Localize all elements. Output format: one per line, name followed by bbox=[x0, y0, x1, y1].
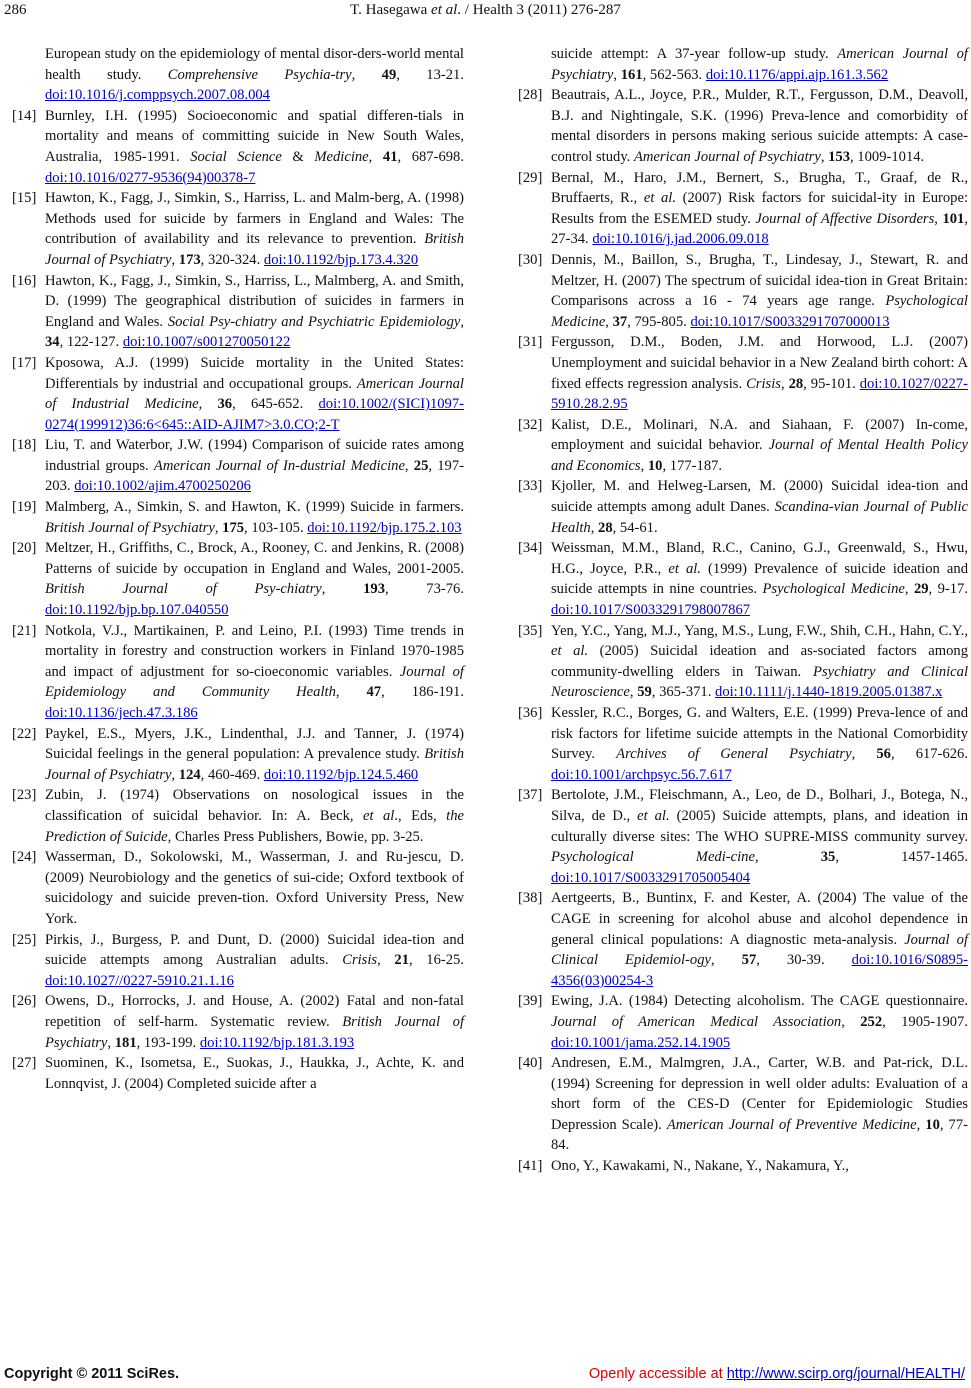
volume-number: 28 bbox=[788, 375, 804, 392]
doi-link[interactable]: doi:10.1192/bjp.175.2.103 bbox=[307, 519, 462, 536]
reference-segment: Kjoller, M. and Helweg-Larsen, M. (2000) Suicidal idea-tion and suicide attempts among adult Danes. bbox=[551, 478, 968, 516]
reference-number: [23] bbox=[12, 787, 37, 804]
reference-item bbox=[518, 168, 968, 250]
reference-text bbox=[45, 621, 464, 724]
reference-segment: , 365-371. bbox=[651, 684, 716, 701]
journal-title: Scandina-vian Journal of Public Health bbox=[551, 499, 969, 536]
reference-item bbox=[518, 991, 968, 1053]
reference-text bbox=[45, 271, 464, 353]
reference-column-right bbox=[518, 44, 968, 1177]
reference-column-left bbox=[12, 44, 464, 1094]
reference-text bbox=[551, 250, 968, 332]
journal-title: American Journal of In-dustrial Medicine bbox=[153, 457, 405, 474]
doi-link[interactable]: doi:10.1016/S0895-4356(03)00254-3 bbox=[551, 952, 968, 989]
reference-segment: Wasserman, D., Sokolowski, M., Wasserman, J. and Ru-jescu, D. (2009) Neurobiology and the genetics of sui-cide; Oxford textbook of suicidology and suicide preven-tion. Oxford University Press, New York. bbox=[45, 849, 464, 927]
journal-title: Journal of Epidemiology and Community Health bbox=[45, 663, 464, 701]
reference-number: [15] bbox=[12, 190, 37, 207]
reference-item bbox=[518, 888, 968, 991]
reference-segment: , bbox=[107, 1034, 115, 1051]
doi-link[interactable]: doi:10.1002/ajim.4700250206 bbox=[74, 478, 251, 495]
reference-text bbox=[551, 621, 968, 703]
reference-segment: , bbox=[916, 1116, 926, 1133]
reference-item bbox=[12, 785, 464, 847]
reference-segment: , bbox=[590, 519, 599, 536]
volume-number: 29 bbox=[913, 581, 929, 598]
doi-link[interactable]: doi:10.1017/S0033291705005404 bbox=[551, 869, 751, 886]
journal-title: British Journal of Psychiatry bbox=[45, 519, 215, 536]
reference-segment: , 27-34. bbox=[551, 210, 968, 248]
reference-item bbox=[12, 538, 464, 620]
reference-segment: Paykel, E.S., Myers, J.K., Lindenthal, J.J. and Tanner, J. (1974) Suicidal feelings in the general population: A prevalence study. bbox=[45, 725, 464, 763]
reference-segment: , 197-203. bbox=[45, 457, 464, 495]
reference-number: [33] bbox=[518, 478, 543, 495]
doi-link[interactable]: doi:10.1027//0227-5910.21.1.16 bbox=[45, 972, 234, 989]
reference-number: [40] bbox=[518, 1055, 543, 1072]
volume-number: 10 bbox=[647, 457, 663, 474]
reference-item bbox=[518, 85, 968, 167]
volume-number: 124 bbox=[178, 766, 201, 783]
reference-text bbox=[45, 106, 464, 188]
open-access-label: Openly accessible at bbox=[588, 1366, 727, 1382]
reference-segment: , bbox=[335, 684, 367, 701]
reference-segment: Ewing, J.A. (1984) Detecting alcoholism. The CAGE questionnaire. bbox=[551, 993, 968, 1010]
volume-number: 57 bbox=[741, 952, 757, 969]
reference-segment: , bbox=[460, 313, 464, 330]
reference-number: [34] bbox=[518, 540, 543, 557]
journal-title: Medicine bbox=[314, 148, 369, 165]
reference-number: [20] bbox=[12, 540, 37, 557]
doi-link[interactable]: doi:10.1001/archpsyc.56.7.617 bbox=[551, 766, 732, 783]
journal-title: Journal of Clinical Epidemiol-ogy bbox=[551, 931, 968, 969]
reference-text bbox=[45, 188, 464, 270]
reference-text bbox=[551, 888, 968, 991]
reference-text bbox=[551, 85, 968, 167]
doi-link[interactable]: doi:10.1027/0227-5910.28.2.95 bbox=[551, 375, 968, 413]
volume-number: 161 bbox=[620, 66, 643, 83]
journal-title: et al. bbox=[637, 807, 670, 824]
reference-segment: , bbox=[214, 519, 223, 536]
reference-item bbox=[518, 1156, 968, 1177]
reference-number: [17] bbox=[12, 354, 37, 371]
volume-number: 101 bbox=[942, 210, 965, 227]
reference-text bbox=[45, 930, 464, 992]
journal-title: British Journal of Psy-chiatry bbox=[45, 581, 322, 598]
reference-segment: European study on the epidemiology of mental disor-ders-world mental health study. bbox=[45, 46, 464, 83]
reference-item bbox=[12, 435, 464, 497]
reference-segment: , 645-652. bbox=[232, 396, 319, 413]
doi-link[interactable]: doi:10.1136/jech.47.3.186 bbox=[45, 705, 198, 721]
reference-text bbox=[518, 44, 968, 85]
reference-item bbox=[12, 353, 464, 435]
copyright-notice: Copyright © 2011 SciRes. bbox=[4, 1366, 180, 1382]
journal-title: Archives of General Psychiatry bbox=[616, 746, 852, 763]
journal-title: Social Science bbox=[190, 148, 282, 165]
reference-item bbox=[12, 991, 464, 1053]
reference-text bbox=[45, 847, 464, 929]
reference-number: [18] bbox=[12, 437, 37, 454]
journal-title: Crisis bbox=[342, 952, 378, 969]
reference-segment: , 795-805. bbox=[627, 313, 691, 330]
reference-segment: Yen, Y.C., Yang, M.J., Yang, M.S., Lung, F.W., Shih, C.H., Hahn, C.Y., bbox=[551, 622, 968, 639]
running-title bbox=[0, 2, 971, 19]
reference-segment: , 103-105. bbox=[244, 519, 308, 536]
reference-number: [36] bbox=[518, 705, 543, 721]
reference-segment: , bbox=[780, 375, 789, 392]
journal-title: Journal of American Medical Association bbox=[551, 1013, 842, 1030]
reference-segment: , 186-191. bbox=[381, 684, 465, 701]
reference-item bbox=[518, 476, 968, 538]
journal-title: Crisis bbox=[746, 375, 781, 392]
reference-segment: , bbox=[820, 148, 829, 165]
journal-title: et al. bbox=[551, 643, 589, 660]
reference-item bbox=[12, 1053, 464, 1094]
running-title-etal: et al bbox=[431, 2, 458, 18]
volume-number: 21 bbox=[394, 952, 409, 969]
journal-title: British Journal of Psychiatry bbox=[45, 231, 464, 268]
doi-link[interactable]: doi:10.1192/bjp.173.4.320 bbox=[263, 251, 419, 268]
reference-item bbox=[518, 538, 968, 620]
reference-segment: , bbox=[851, 746, 877, 763]
reference-number: [35] bbox=[518, 622, 543, 639]
reference-text bbox=[45, 435, 464, 497]
reference-text bbox=[551, 703, 968, 785]
reference-item bbox=[12, 847, 464, 929]
volume-number: 181 bbox=[114, 1034, 137, 1051]
volume-number: 59 bbox=[637, 684, 652, 701]
journal-title: et al. bbox=[668, 560, 701, 577]
reference-segment: , bbox=[198, 396, 218, 413]
reference-text bbox=[551, 1053, 968, 1156]
reference-segment: , 320-324. bbox=[200, 251, 264, 268]
doi-link[interactable]: doi:10.1017/S0033291707000013 bbox=[690, 313, 890, 330]
reference-text bbox=[45, 497, 464, 538]
volume-number: 56 bbox=[876, 746, 891, 763]
reference-segment: , 177-187. bbox=[662, 457, 723, 474]
running-title-suffix: . / Health 3 (2011) 276-287 bbox=[457, 2, 621, 18]
reference-segment: , 54-61. bbox=[612, 519, 658, 536]
doi-link[interactable]: doi:10.1016/j.jad.2006.09.018 bbox=[592, 231, 769, 248]
journal-title: et al bbox=[362, 807, 395, 824]
reference-segment: Andresen, E.M., Malmgren, J.A., Carter, W.B. and Pat-rick, D.L. (1994) Screening for depression in well older adults: Evaluation of a short form of the CES-D (Center for Epidemiologic Studies Depression Scale). bbox=[551, 1055, 968, 1133]
reference-item bbox=[518, 621, 968, 703]
reference-number: [41] bbox=[518, 1158, 543, 1175]
reference-number: [37] bbox=[518, 787, 543, 804]
reference-segment: , 562-563. bbox=[642, 66, 706, 83]
journal-title: Journal of Affective Disorders bbox=[755, 210, 935, 227]
journal-title: Psychological Medicine bbox=[762, 581, 905, 598]
reference-number: [26] bbox=[12, 993, 37, 1010]
reference-text bbox=[551, 785, 968, 888]
reference-segment: , 687-698. bbox=[397, 148, 465, 165]
reference-segment: , 460-469. bbox=[200, 766, 264, 783]
doi-link[interactable]: doi:10.1111/j.1440-1819.2005.01387.x bbox=[715, 684, 943, 701]
reference-segment: Meltzer, H., Griffiths, C., Brock, A., Rooney, C. and Jenkins, R. (2008) Patterns of suicide by occupation in England and Wales, 2001-2005. bbox=[45, 540, 464, 577]
journal-title: Psychological Medicine bbox=[551, 293, 968, 330]
doi-link[interactable]: doi:10.1192/bjp.bp.107.040550 bbox=[45, 602, 229, 619]
reference-segment: Aertgeerts, B., Buntinx, F. and Kester, A. (2004) The value of the CAGE in screening for alcohol abuse and alcohol dependence in general clinical populations: A diagnostic meta-analysis. bbox=[551, 890, 968, 948]
reference-item bbox=[12, 44, 464, 106]
volume-number: 173 bbox=[178, 251, 201, 268]
reference-number: [31] bbox=[518, 334, 543, 351]
reference-text bbox=[45, 991, 464, 1053]
reference-number: [25] bbox=[12, 931, 37, 948]
volume-number: 49 bbox=[381, 66, 397, 83]
page-number: 286 bbox=[4, 2, 27, 18]
reference-segment: , 193-199. bbox=[136, 1034, 200, 1051]
reference-segment: , 617-626. bbox=[890, 746, 969, 763]
reference-segment: , bbox=[904, 581, 914, 598]
reference-segment: , bbox=[754, 849, 821, 866]
volume-number: 153 bbox=[828, 148, 850, 165]
reference-segment: , 30-39. bbox=[756, 952, 852, 969]
doi-link[interactable]: doi:10.1001/jama.252.14.1905 bbox=[551, 1034, 731, 1051]
journal-title: et al. bbox=[643, 190, 677, 207]
journal-title: American Journal of Industrial Medicine bbox=[45, 375, 464, 413]
reference-text bbox=[45, 724, 464, 786]
reference-segment: , 9-17. bbox=[928, 581, 968, 598]
reference-segment: , bbox=[934, 210, 943, 227]
running-header bbox=[0, 2, 971, 24]
doi-link[interactable]: doi:10.1002/(SICI)1097-0274(199912)36:6<645::AID-AJIM7>3.0.CO;2-T bbox=[45, 396, 464, 433]
reference-segment: Kposowa, A.J. (1999) Suicide mortality in the United States: Differentials by industrial and occupational groups. bbox=[45, 354, 464, 392]
reference-text bbox=[45, 538, 464, 620]
reference-segment: Dennis, M., Baillon, S., Brugha, T., Lindesay, J., Stewart, R. and Meltzer, H. (2007) The spectrum of suicidal idea-tion in Great Britain: Comparisons across a 16 - 74 years age range. bbox=[551, 251, 968, 310]
doi-link[interactable]: doi:10.1016/j.comppsych.2007.08.004 bbox=[45, 87, 270, 104]
reference-segment: Pirkis, J., Burgess, P. and Dunt, D. (2000) Suicidal idea-tion and suicide attempts among Australian adults. bbox=[45, 931, 464, 969]
volume-number: 175 bbox=[222, 519, 245, 536]
reference-segment: Zubin, J. (1974) Observations on nosological issues in the classification of suicidal behavior. In: A. Beck, bbox=[45, 787, 464, 824]
journal-url-link[interactable]: http://www.scirp.org/journal/HEALTH/ bbox=[726, 1366, 965, 1382]
reference-segment: Malmberg, A., Simkin, S. and Hawton, K. (1999) Suicide in farmers. bbox=[45, 499, 464, 516]
doi-link[interactable]: doi:10.1176/appi.ajp.161.3.562 bbox=[705, 66, 889, 83]
journal-title: Social Psy-chiatry and Psychiatric Epidemiology bbox=[167, 313, 461, 330]
journal-title: the Prediction of Suicide bbox=[45, 807, 464, 845]
journal-title: Psychological Medi-cine bbox=[551, 849, 755, 866]
reference-text bbox=[551, 1156, 968, 1177]
reference-segment: Hawton, K., Fagg, J., Simkin, S., Harriss, L., Malmberg, A. and Smith, D. (1999) The geographical distribution of suicides in farmers in England and Wales. bbox=[45, 272, 464, 330]
volume-number: 252 bbox=[860, 1013, 883, 1030]
reference-segment: Kalist, D.E., Molinari, N.A. and Siahaan, F. (2007) In-come, employment and suicidal behavior. bbox=[551, 416, 968, 454]
reference-item bbox=[12, 621, 464, 724]
reference-text bbox=[551, 476, 968, 538]
reference-text bbox=[551, 415, 968, 477]
volume-number: 35 bbox=[820, 849, 836, 866]
journal-title: American Journal of Psychiatry bbox=[551, 46, 968, 83]
running-title-prefix: T. Hasegawa bbox=[350, 2, 432, 18]
reference-segment: Ono, Y., Kawakami, N., Nakane, Y., Nakamura, Y., bbox=[551, 1158, 849, 1175]
page-footer bbox=[0, 1366, 971, 1386]
reference-segment: Fergusson, D.M., Boden, J.M. and Horwood, L.J. (2007) Unemployment and suicidal behavior in a New Zealand birth cohort: A fixed effects regression analysis. bbox=[551, 334, 968, 392]
journal-title: Journal of Mental Health Policy and Economics bbox=[551, 437, 968, 474]
reference-item bbox=[12, 271, 464, 353]
reference-text bbox=[12, 44, 464, 106]
open-access-note bbox=[589, 1366, 965, 1382]
volume-number: 37 bbox=[612, 313, 628, 330]
reference-segment: Hawton, K., Fagg, J., Simkin, S., Harriss, L. and Malm-berg, A. (1998) Methods used for suicide by farmers in England and Wales: The contribution of availability and its relevance to prevention. bbox=[45, 190, 464, 248]
reference-segment: , bbox=[640, 457, 648, 474]
journal-title: American Journal of Preventive Medicine bbox=[666, 1116, 917, 1133]
reference-segment: Bernal, M., Haro, J.M., Bernert, S., Brugha, T., Graaf, de R., Bruffaerts, R., bbox=[551, 169, 968, 207]
volume-number: 47 bbox=[366, 684, 382, 701]
reference-segment: , bbox=[710, 952, 742, 969]
doi-link[interactable]: doi:10.1016/0277-9536(94)00378-7 bbox=[45, 169, 256, 186]
reference-segment: (2007) Risk factors for suicidal-ity in Europe: Results from the ESEMED study. bbox=[551, 190, 969, 227]
reference-segment: , bbox=[368, 148, 383, 165]
reference-number: [16] bbox=[12, 272, 37, 289]
reference-segment: Suominen, K., Isometsa, E., Suokas, J., Haukka, J., Achte, K. and Lonnqvist, J. (2004) Completed suicide after a bbox=[45, 1055, 464, 1092]
reference-segment: Bertolote, J.M., Fleischmann, A., Leo, de D., Bolhari, J., Botega, N., Silva, de D., bbox=[551, 787, 968, 824]
reference-segment: , 1009-1014. bbox=[850, 148, 925, 165]
volume-number: 193 bbox=[363, 581, 385, 598]
reference-item bbox=[12, 106, 464, 188]
reference-text bbox=[45, 785, 464, 847]
reference-segment: (1999) Prevalence of suicide ideation and suicide attempts in nine countries. bbox=[551, 560, 968, 598]
reference-segment: Liu, T. and Waterbor, J.W. (1994) Comparison of suicide rates among industrial groups. bbox=[45, 437, 464, 474]
reference-segment: suicide attempt: A 37-year follow-up study. bbox=[551, 46, 838, 62]
reference-text bbox=[551, 991, 968, 1053]
reference-segment: , bbox=[321, 581, 364, 598]
reference-segment: , 95-101. bbox=[803, 375, 860, 392]
reference-segment: Weissman, M.M., Bland, R.C., Canino, G.J., Greenwald, S., Hwu, H.G., Joyce, P.R., bbox=[551, 540, 968, 577]
reference-segment: , 73-76. bbox=[384, 581, 464, 598]
reference-segment: , Charles Press Publishers, Bowie, pp. 3-25. bbox=[167, 828, 424, 845]
volume-number: 34 bbox=[45, 334, 60, 351]
reference-text bbox=[551, 332, 968, 414]
reference-segment: , 1457-1465. bbox=[835, 849, 969, 866]
reference-number: [21] bbox=[12, 622, 37, 639]
reference-text bbox=[551, 168, 968, 250]
reference-text bbox=[45, 1053, 464, 1094]
reference-item bbox=[518, 332, 968, 414]
journal-title: Psychiatry and Clinical Neuroscience bbox=[551, 663, 968, 701]
reference-item bbox=[518, 415, 968, 477]
reference-segment: & bbox=[281, 148, 315, 165]
journal-title: Comprehensive Psychia-try bbox=[167, 66, 352, 83]
reference-segment: , bbox=[377, 952, 395, 969]
reference-number: [39] bbox=[518, 993, 543, 1010]
reference-segment: , bbox=[841, 1013, 861, 1030]
reference-segment: , bbox=[171, 766, 179, 783]
reference-item bbox=[518, 785, 968, 888]
reference-segment: Kessler, R.C., Borges, G. and Walters, E.E. (1999) Preva-lence of and risk factors for lifetime suicide attempts in the National Comorbidity Survey. bbox=[551, 705, 968, 763]
reference-item bbox=[518, 1053, 968, 1156]
reference-number: [38] bbox=[518, 890, 543, 907]
doi-link[interactable]: doi:10.1007/s001270050122 bbox=[122, 334, 291, 351]
reference-segment: , bbox=[404, 457, 414, 474]
reference-segment: , bbox=[171, 251, 179, 268]
reference-number: [30] bbox=[518, 251, 543, 268]
reference-text bbox=[551, 538, 968, 620]
reference-number: [14] bbox=[12, 107, 37, 124]
reference-number: [27] bbox=[12, 1055, 37, 1072]
reference-item bbox=[12, 724, 464, 786]
reference-number: [29] bbox=[518, 169, 543, 186]
volume-number: 28 bbox=[598, 519, 613, 536]
reference-item bbox=[518, 703, 968, 785]
reference-segment: ., Eds, bbox=[394, 807, 447, 824]
reference-number: [28] bbox=[518, 87, 543, 104]
reference-item bbox=[518, 250, 968, 332]
reference-segment: , 16-25. bbox=[409, 952, 464, 969]
reference-item bbox=[518, 44, 968, 85]
reference-segment: , 122-127. bbox=[59, 334, 123, 351]
reference-segment: , bbox=[629, 684, 638, 701]
volume-number: 36 bbox=[217, 396, 233, 413]
reference-number: [24] bbox=[12, 849, 37, 866]
reference-number: [32] bbox=[518, 416, 543, 433]
reference-segment: Owens, D., Horrocks, J. and House, A. (2002) Fatal and non-fatal repetition of self-harm. Systematic review. bbox=[45, 993, 464, 1030]
reference-item bbox=[12, 188, 464, 270]
journal-title: American Journal of Psychiatry bbox=[633, 148, 821, 165]
doi-link[interactable]: doi:10.1192/bjp.181.3.193 bbox=[199, 1034, 355, 1051]
reference-item bbox=[12, 930, 464, 992]
volume-number: 10 bbox=[925, 1116, 940, 1133]
volume-number: 25 bbox=[413, 457, 429, 474]
reference-number: [22] bbox=[12, 725, 37, 742]
doi-link[interactable]: doi:10.1017/S0033291798007867 bbox=[551, 602, 751, 619]
reference-segment: , 1905-1907. bbox=[882, 1013, 968, 1030]
reference-segment: , bbox=[351, 66, 382, 83]
journal-title: British Journal of Psychiatry bbox=[45, 1013, 464, 1051]
reference-segment: , bbox=[613, 66, 621, 83]
reference-text bbox=[45, 353, 464, 435]
reference-segment: (2005) Suicide attempts, plans, and ideation in culturally diverse sites: The WHO SUPRE-MISS community survey. bbox=[551, 807, 968, 845]
reference-item bbox=[12, 497, 464, 538]
reference-segment: , bbox=[605, 313, 613, 330]
volume-number: 41 bbox=[382, 148, 398, 165]
reference-segment: Beautrais, A.L., Joyce, P.R., Mulder, R.T., Fergusson, D.M., Deavoll, B.J. and Nightingale, S.K. (1996) Preva-lence and comorbidity of mental disorders in persons making serious suicide attempts: A case-control study. bbox=[551, 87, 968, 165]
reference-segment: (2005) Suicidal ideation and as-sociated factors among community-dwelling elders in Taiwan. bbox=[551, 643, 968, 680]
doi-link[interactable]: doi:10.1192/bjp.124.5.460 bbox=[263, 766, 419, 783]
reference-segment: Notkola, V.J., Martikainen, P. and Leino, P.I. (1993) Time trends in mortality in forestry and construction workers in Finland 1970-1985 and impact of adjustment for so-cioeconomic variables. bbox=[45, 622, 464, 680]
reference-segment: Burnley, I.H. (1995) Socioeconomic and spatial differen-tials in mortality and means of committing suicide in New South Wales, Australia, 1985-1991. bbox=[45, 107, 464, 165]
reference-number: [19] bbox=[12, 499, 37, 516]
reference-segment: , 13-21. bbox=[396, 66, 464, 83]
reference-segment: , 77-84. bbox=[551, 1116, 968, 1154]
journal-title: British Journal of Psychiatry bbox=[45, 746, 464, 783]
